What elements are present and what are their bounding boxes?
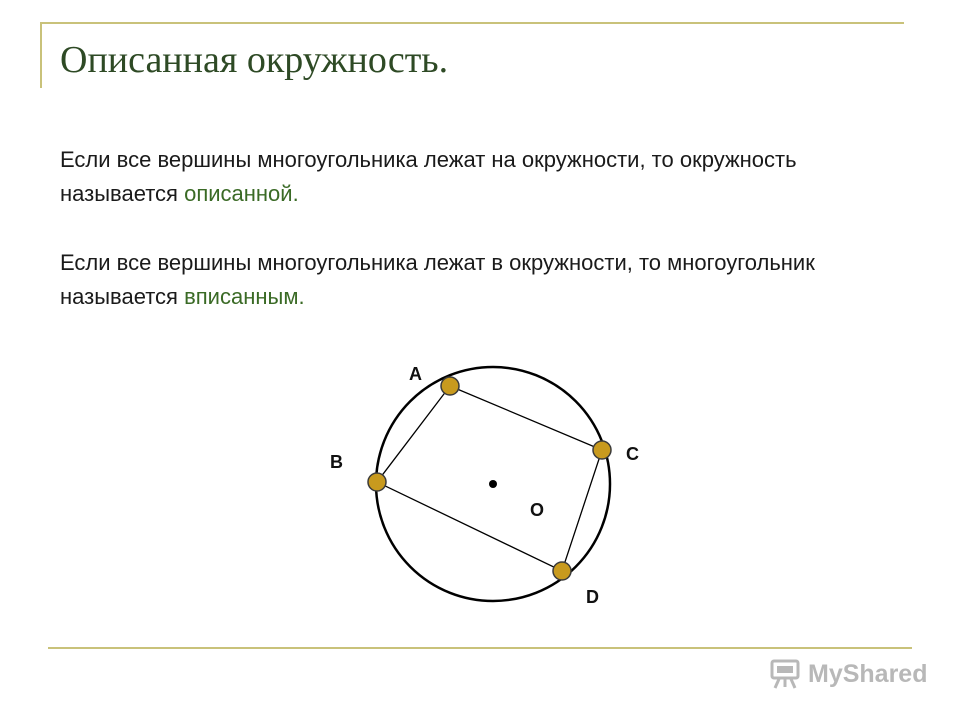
vertex-d-point [553,562,571,580]
inscribed-quadrilateral [377,386,602,571]
vertex-c-point [593,441,611,459]
projector-icon [768,658,802,690]
term-period: . [298,284,305,309]
paragraph-text: Если все вершины многоугольника лежат в окружности, то многоугольник называется [60,250,815,309]
term-inscribed: вписанным [184,284,299,309]
vertex-label-b: B [330,452,343,472]
watermark [768,656,927,692]
vertex-label-a: A [409,364,422,384]
center-label-o: O [530,500,545,520]
bottom-divider [48,647,912,649]
vertex-a-point [441,377,459,395]
term-circumscribed: описанной [184,181,293,206]
term-period: . [292,181,299,206]
vertex-label-d: D [586,587,599,607]
center-point [489,480,497,488]
vertex-b-point [368,473,386,491]
slide-title: Описанная окружность. [60,39,449,81]
vertex-label-c: C [626,444,639,464]
paragraph-text: Если все вершины многоугольника лежат на окружности, то окружность называется [60,147,797,206]
watermark-text: MyShared [808,659,928,688]
